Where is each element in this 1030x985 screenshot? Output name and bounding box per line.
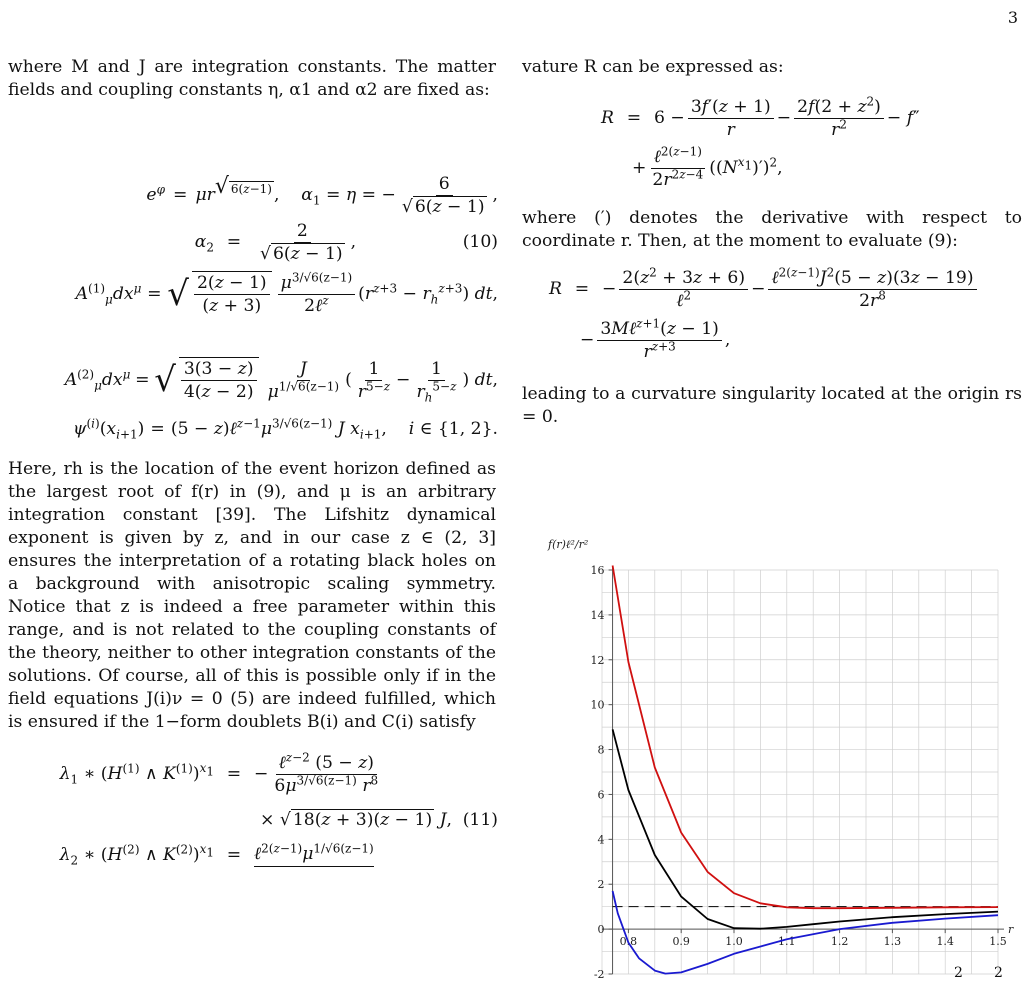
x-tick-label: 0.8 <box>619 935 638 949</box>
series-line <box>613 891 998 974</box>
eq-psi: $\psi^{(i)}(x_{i+1})$ = $(5 - z)\ell^{z-1}\mu^{3/√6(z-1)}$ J $x_{i+1}$, i ∈ {1, 2}. <box>72 415 498 441</box>
y-axis-label: f(r)ℓ²/r² <box>548 538 589 551</box>
x-tick-label: 1.3 <box>883 935 902 949</box>
y-tick-label: 10 <box>590 698 605 712</box>
equation-10-block <box>8 172 498 450</box>
right-intro: vature R can be expressed as: <box>522 57 784 77</box>
R-evaluated-equation: R = − $\frac{2(z^2 + 3z + 6)}{\ell^2}$ − $\frac{\ell^{2(z-1)}J^2(5 - z)(3z - 19)}{2r^8}$ − $\frac{3M\ell^{z+1}(z - 1)}{r^{z+3}}$ , <box>522 263 1022 365</box>
eq-lambda1-cont: × √ 18(z + 3)(z − 1) J, (11) <box>260 809 498 830</box>
eq10-number: (10) <box>462 231 498 252</box>
left-intro-paragraph: where M and J are integration constants. The matter fields and coupling constants η, α1 and α2 are fixed as: <box>8 57 496 100</box>
eq-ephi: $e^\varphi$ = $\mu r^{√ 6(z-1)}$ , $\alpha_1 = \eta$ = − $\frac{6}{√ 6(z - 1)}$ , <box>146 173 498 217</box>
eq11-number: (11) <box>462 809 498 830</box>
derivative-paragraph: where (′) denotes the derivative with respect to coordinate r. Then, at the moment to evaluate (9): <box>522 208 1022 251</box>
x-tick-label: 1.2 <box>830 935 849 949</box>
y-tick-label: 12 <box>590 653 605 667</box>
y-tick-label: 14 <box>590 608 605 622</box>
series-line <box>613 729 998 928</box>
x-tick-label: 0.9 <box>672 935 690 949</box>
singularity-paragraph: leading to a curvature singularity located at the origin rs = 0. <box>522 384 1022 427</box>
left-body-paragraph: Here, rh is the location of the event horizon defined as the largest root of f(r) in (9), and μ is an arbitrary integration constant [39]. The Lifshitz dynamical exponent is given by z, and in our case z ∈ (2, 3] ensures the interpretation of a rotating black holes on a background with anisotropic scaling symmetry. Notice that z is indeed a free parameter within this range, and is not related to the coupling constants of the theory, neither to other integration constants of the solutions. Of course, all of this is possible only if in the field equations J(i)ν = 0 (5) are indeed fulfilled, which is ensured if the 1−form doublets B(i) and C(i) satisfy <box>8 459 496 732</box>
eq-A1: $A^{(1)}_\mu dx^\mu$ = √ $\frac{2(z - 1)}{(z + 3)}$ $\frac{\mu^{3/√6(z-1)}}{2\ell^z}$ $(r^{z+3} - r_h^{z+3})$ dt, <box>75 269 498 316</box>
x-axis-label: r <box>1008 923 1014 937</box>
series-line <box>613 566 998 909</box>
eq-alpha2: $\alpha_2$ = $\frac{2}{√ 6(z - 1)}$ , (10) <box>194 220 498 264</box>
x-tick-label: 1.4 <box>936 935 954 949</box>
y-tick-label: 2 <box>597 878 605 892</box>
x-tick-label: 1.5 <box>989 935 1007 949</box>
y-tick-label: 0 <box>597 923 605 937</box>
eq-lambda1: $\lambda_1$ ∗ ($H^{(1)}$ ∧ $K^{(1)})^{x_1}$ = − $\frac{\ell^{z-2} (5 - z)}{6\mu^{3/√6(z-1)} r^8}$ <box>59 749 379 796</box>
chart-svg <box>522 474 1022 978</box>
footer-fragment: 2 2 <box>954 965 1003 981</box>
y-tick-label: 16 <box>590 564 605 577</box>
y-tick-label: -2 <box>593 968 605 978</box>
x-tick-label: 1.0 <box>725 935 743 949</box>
y-tick-label: 8 <box>597 743 605 757</box>
left-column <box>8 56 498 870</box>
curvature-equation: R = 6 − $\frac{3f'(z + 1)}{r}$ − $\frac{2f(2 + z^2)}{r^2}$ − f″ + $\frac{\ell^{2(z-1)}}{2r^{2z-4}}$ $((N^{x_1})')^2$, <box>601 93 920 190</box>
page-number: 3 <box>1007 8 1018 27</box>
eq-lambda2: $\lambda_2$ ∗ ($H^{(2)}$ ∧ $K^{(2)})^{x_1}$ = $\ell^{2(z-1)}\mu^{1/√6(z-1)}$ <box>59 841 374 867</box>
chart <box>522 474 1022 978</box>
y-tick-label: 4 <box>597 833 605 847</box>
equation-11-block <box>8 748 498 870</box>
eq-A2: $A^{(2)}_\mu dx^\mu$ = √ $\frac{3(3 - z)}{4(z - 2)}$ $\frac{J}{\mu^{1/√6(z-1)}}$ ( $\frac{1}{r^{5-z}}$ − $\frac{1}{r_h^{5-z}}$ ) dt, <box>64 358 498 404</box>
y-tick-label: 6 <box>597 788 605 802</box>
x-tick-label: 1.1 <box>778 935 796 949</box>
